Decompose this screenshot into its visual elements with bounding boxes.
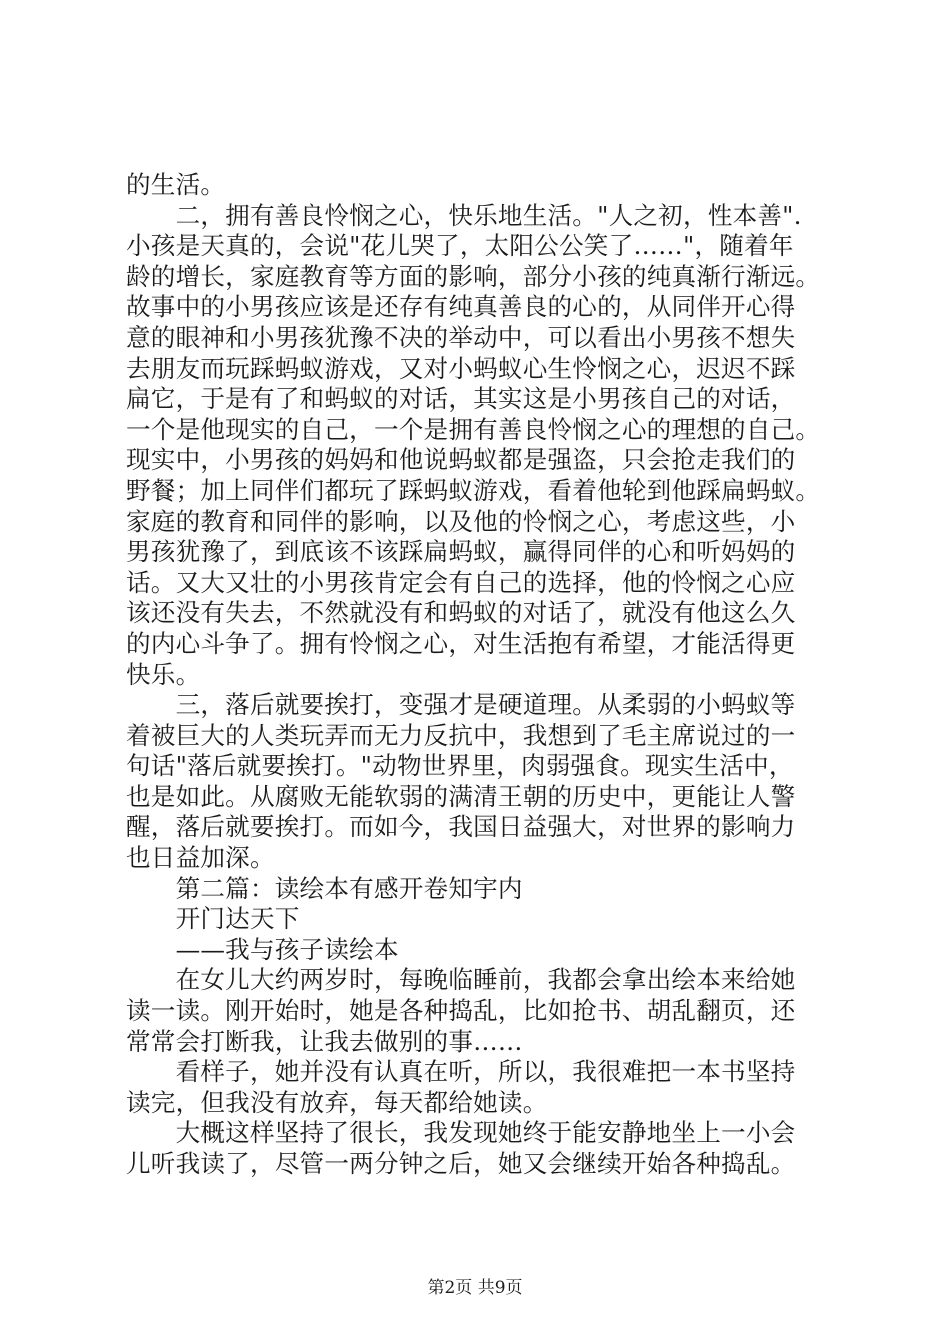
text-line: 读完，但我没有放弃，每天都给她读。 bbox=[126, 1087, 548, 1117]
body-text bbox=[126, 170, 836, 1180]
section-subheading: 开门达天下 bbox=[126, 904, 300, 934]
text-line: 大概这样坚持了很长，我发现她终于能安静地坐上一小会 bbox=[126, 1118, 796, 1148]
text-line: 现实中，小男孩的妈妈和他说蚂蚁都是强盗，只会抢走我们的 bbox=[126, 445, 796, 475]
text-line: 龄的增长，家庭教育等方面的影响，部分小孩的纯真渐行渐远。 bbox=[126, 261, 821, 291]
page-number-footer: 第2页 共9页 bbox=[427, 1278, 523, 1298]
text-line: 醒，落后就要挨打。而如今，我国日益强大，对世界的影响力 bbox=[126, 812, 796, 842]
text-line: 快乐。 bbox=[126, 659, 201, 689]
text-line: 的内心斗争了。拥有怜悯之心，对生活抱有希望，才能活得更 bbox=[126, 628, 796, 658]
text-line: 看样子，她并没有认真在听，所以，我很难把一本书坚持 bbox=[126, 1057, 796, 1087]
text-line: 一个是他现实的自己，一个是拥有善良怜悯之心的理想的自己。 bbox=[126, 414, 821, 444]
text-line: 小孩是天真的，会说"花儿哭了，太阳公公笑了……"，随着年 bbox=[126, 231, 794, 261]
text-line: 野餐；加上同伴们都玩了踩蚂蚁游戏，看着他轮到他踩扁蚂蚁。 bbox=[126, 475, 821, 505]
text-line: 句话"落后就要挨打。"动物世界里，肉弱强食。现实生活中， bbox=[126, 751, 794, 781]
text-line: 男孩犹豫了，到底该不该踩扁蚂蚁，赢得同伴的心和听妈妈的 bbox=[126, 537, 796, 567]
text-line: 故事中的小男孩应该是还存有纯真善良的心的，从同伴开心得 bbox=[126, 292, 796, 322]
text-line: 话。又大又壮的小男孩肯定会有自己的选择，他的怜悯之心应 bbox=[126, 567, 796, 597]
text-line: 在女儿大约两岁时，每晚临睡前，我都会拿出绘本来给她 bbox=[126, 965, 796, 995]
section-heading: 第二篇：读绘本有感开卷知宇内 bbox=[126, 873, 523, 903]
text-line: 读一读。刚开始时，她是各种捣乱，比如抢书、胡乱翻页，还 bbox=[126, 996, 796, 1026]
text-line: 该还没有失去，不然就没有和蚂蚁的对话了，就没有他这么久 bbox=[126, 598, 796, 628]
text-line: 意的眼神和小男孩犹豫不决的举动中，可以看出小男孩不想失 bbox=[126, 322, 796, 352]
text-line: 三，落后就要挨打，变强才是硬道理。从柔弱的小蚂蚁等 bbox=[126, 690, 796, 720]
text-line: 也是如此。从腐败无能软弱的满清王朝的历史中，更能让人警 bbox=[126, 781, 796, 811]
text-line: 二，拥有善良怜悯之心，快乐地生活。"人之初，性本善". bbox=[126, 200, 802, 230]
text-line: 儿听我读了，尽管一两分钟之后，她又会继续开始各种捣乱。 bbox=[126, 1149, 796, 1178]
text-line: 家庭的教育和同伴的影响，以及他的怜悯之心，考虑这些，小 bbox=[126, 506, 796, 536]
text-line: 也日益加深。 bbox=[126, 843, 275, 873]
text-line: 常常会打断我，让我去做别的事…… bbox=[126, 1026, 523, 1056]
text-line: 的生活。 bbox=[126, 170, 226, 199]
text-line: 扁它，于是有了和蚂蚁的对话，其实这是小男孩自己的对话， bbox=[126, 384, 796, 414]
text-line: 去朋友而玩踩蚂蚁游戏，又对小蚂蚁心生怜悯之心，迟迟不踩 bbox=[126, 353, 796, 383]
text-line: 着被巨大的人类玩弄而无力反抗中，我想到了毛主席说过的一 bbox=[126, 720, 796, 750]
section-subtitle: ——我与孩子读绘本 bbox=[126, 934, 399, 964]
